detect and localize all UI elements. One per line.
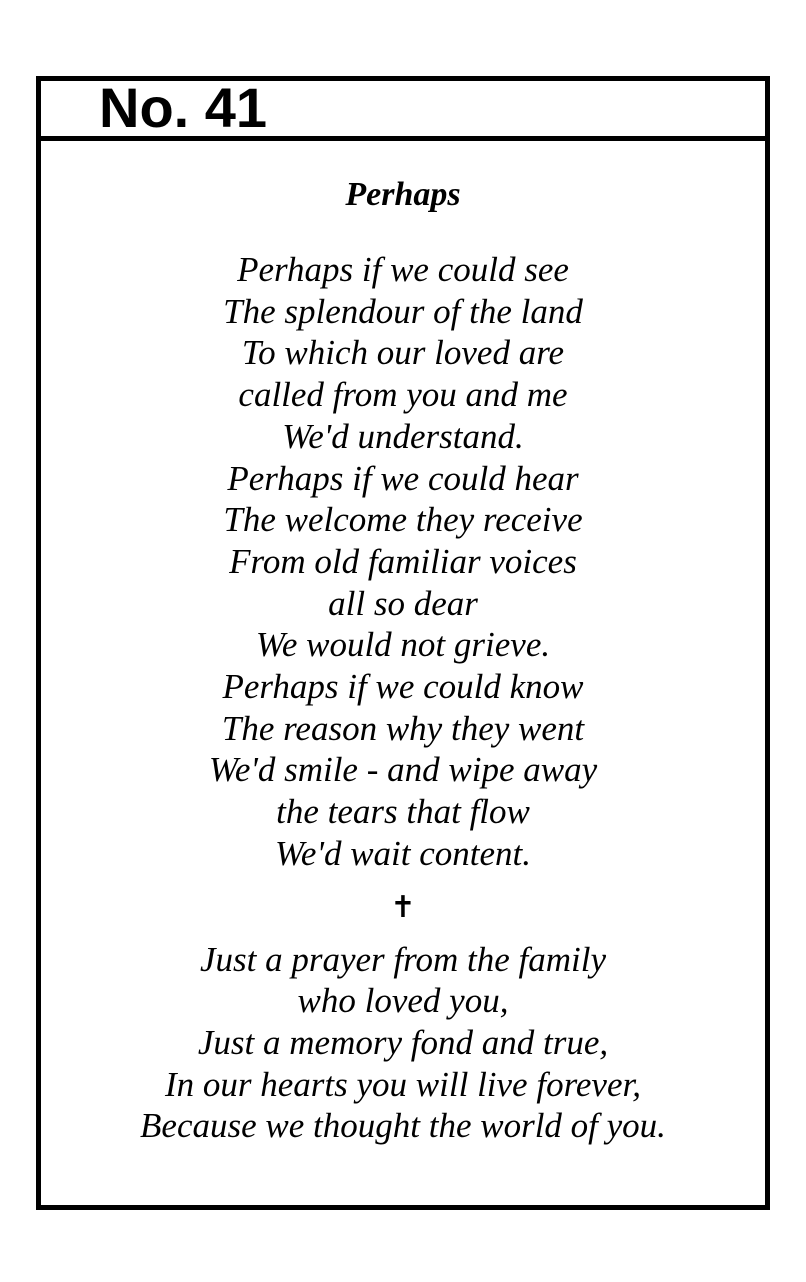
card-number: No. 41	[99, 76, 268, 139]
prayer-line: Just a prayer from the family	[199, 939, 606, 979]
poem-line: the tears that flow	[276, 792, 530, 832]
prayer-line: Because we thought the world of you.	[140, 1106, 666, 1146]
card-body	[41, 175, 765, 1147]
cross-icon: ✝	[390, 889, 416, 925]
poem-line: We'd smile - and wipe away	[208, 750, 598, 790]
poem-title: Perhaps	[345, 176, 461, 213]
poem-line: We would not grieve.	[255, 625, 551, 665]
poem-line: We'd understand.	[282, 416, 524, 456]
poem-line: The splendour of the land	[223, 291, 583, 331]
poem-line: Perhaps if we could know	[222, 667, 584, 707]
prayer-line: In our hearts you will live forever,	[165, 1064, 641, 1104]
poem-verse	[41, 249, 765, 875]
memorial-card	[36, 76, 770, 1210]
poem-line: all so dear	[328, 583, 478, 623]
poem-line: The reason why they went	[221, 708, 585, 748]
poem-line: The welcome they receive	[223, 500, 583, 540]
poem-line: We'd wait content.	[274, 833, 532, 873]
poem-line: called from you and me	[238, 375, 568, 415]
poem-line: From old familiar voices	[229, 541, 577, 581]
poem-line: Perhaps if we could hear	[227, 458, 579, 498]
prayer-verse	[41, 939, 765, 1148]
card-header	[41, 76, 765, 141]
prayer-line: who loved you,	[297, 981, 509, 1021]
poem-line: To which our loved are	[241, 333, 565, 373]
prayer-line: Just a memory fond and true,	[197, 1022, 609, 1062]
poem-line: Perhaps if we could see	[237, 250, 569, 289]
